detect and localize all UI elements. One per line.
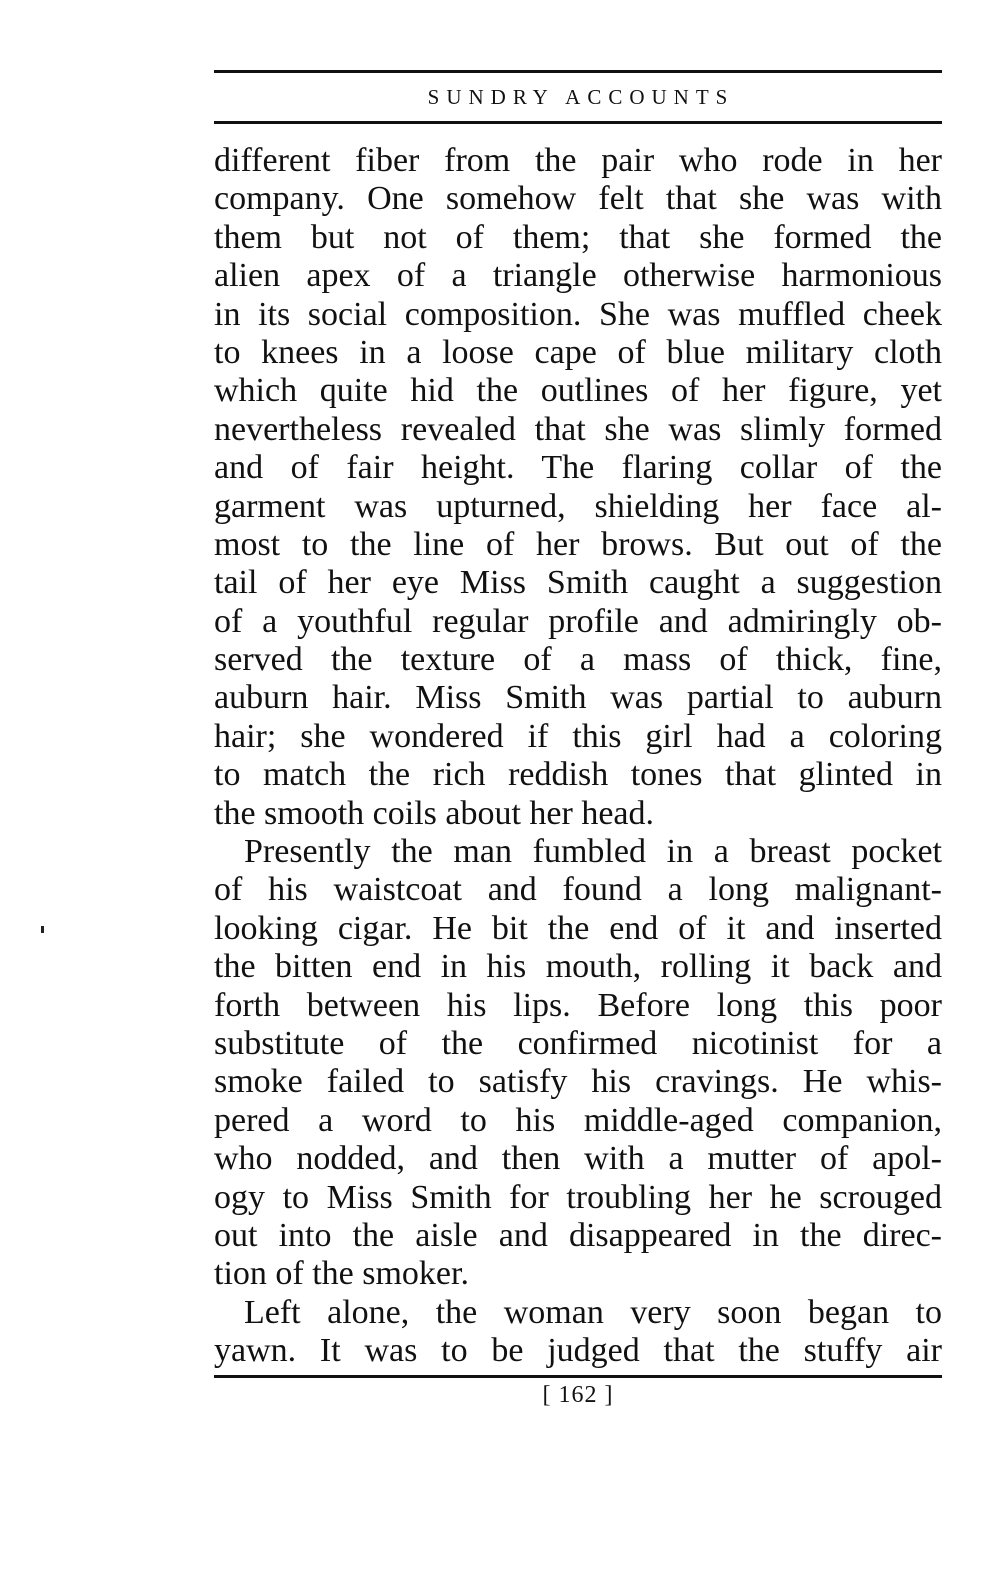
text-line: company. One somehow felt that she was with: [214, 180, 942, 218]
text-line: substitute of the confirmed nicotinist for a: [214, 1024, 942, 1062]
text-line: of a youthful regular profile and admiringly ob-: [214, 602, 942, 640]
text-line: who nodded, and then with a mutter of apol-: [214, 1140, 942, 1178]
text-line: the smooth coils about her head.: [214, 794, 655, 832]
page-number: [ 162 ]: [542, 1381, 614, 1408]
paragraph: [214, 1294, 942, 1371]
text-line: garment was upturned, shielding her face al-: [214, 487, 942, 525]
text-line: which quite hid the outlines of her figure, yet: [214, 372, 942, 410]
text-line: the bitten end in his mouth, rolling it back and: [214, 948, 942, 986]
text-line: tail of her eye Miss Smith caught a suggestion: [214, 564, 942, 602]
stray-ink-mark: [41, 926, 44, 933]
paragraph: [214, 142, 942, 833]
text-line: Presently the man fumbled in a breast pocket: [244, 833, 942, 871]
text-line: tion of the smoker.: [214, 1255, 469, 1293]
text-line: Left alone, the woman very soon began to: [244, 1293, 942, 1331]
top-rule: [214, 70, 942, 73]
text-line: pered a word to his middle-aged companion,: [214, 1101, 942, 1139]
text-line: of his waistcoat and found a long malignant-: [214, 871, 942, 909]
bottom-rule: [214, 1375, 942, 1378]
text-line: looking cigar. He bit the end of it and inserted: [214, 909, 942, 947]
paragraph: [214, 833, 942, 1294]
text-line: smoke failed to satisfy his cravings. He whis-: [214, 1063, 942, 1101]
text-line: out into the aisle and disappeared in the direc-: [214, 1216, 942, 1254]
text-line: and of fair height. The flaring collar of the: [214, 449, 942, 487]
text-line: auburn hair. Miss Smith was partial to auburn: [214, 679, 942, 717]
text-line: most to the line of her brows. But out of the: [214, 525, 942, 563]
running-head: SUNDRY ACCOUNTS: [427, 85, 735, 109]
text-line: ogy to Miss Smith for troubling her he scrouged: [214, 1178, 942, 1216]
book-page: [214, 70, 942, 1408]
text-line: yawn. It was to be judged that the stuffy air: [214, 1332, 942, 1370]
text-line: to match the rich reddish tones that glinted in: [214, 756, 942, 794]
text-line: served the texture of a mass of thick, fine,: [214, 641, 942, 679]
text-line: forth between his lips. Before long this poor: [214, 986, 942, 1024]
text-line: them but not of them; that she formed the: [214, 218, 942, 256]
body-text: [214, 142, 942, 1371]
text-line: nevertheless revealed that she was slimly formed: [214, 410, 942, 448]
text-line: alien apex of a triangle otherwise harmonious: [214, 257, 942, 295]
text-line: hair; she wondered if this girl had a coloring: [214, 717, 942, 755]
text-line: to knees in a loose cape of blue military cloth: [214, 333, 942, 371]
text-line: in its social composition. She was muffled cheek: [214, 295, 942, 333]
header-rule: [214, 121, 942, 124]
text-line: different fiber from the pair who rode in her: [214, 142, 942, 179]
